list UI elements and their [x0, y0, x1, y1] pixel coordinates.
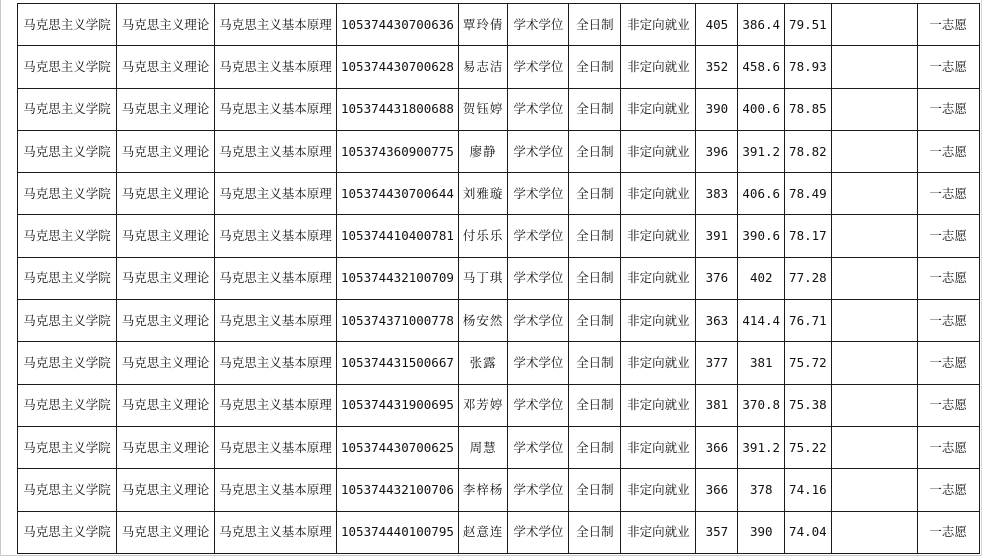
candidate-name-cell: 赵意连 [458, 511, 508, 553]
remark-cell [831, 300, 917, 342]
candidate-id-cell: 105374431900695 [337, 384, 459, 426]
college-cell: 马克思主义学院 [18, 384, 117, 426]
college-cell: 马克思主义学院 [18, 511, 117, 553]
candidate-id-cell: 105374430700636 [337, 4, 459, 46]
degree-type-cell: 学术学位 [508, 469, 569, 511]
retest-score-cell: 390.6 [738, 215, 785, 257]
college-cell: 马克思主义学院 [18, 469, 117, 511]
initial-score-cell: 366 [696, 469, 738, 511]
major-cell: 马克思主义基本原理 [215, 469, 337, 511]
total-score-cell: 75.38 [785, 384, 832, 426]
choice-cell: 一志愿 [917, 88, 979, 130]
retest-score-cell: 414.4 [738, 300, 785, 342]
choice-cell: 一志愿 [917, 4, 979, 46]
employment-type-cell: 非定向就业 [621, 426, 696, 468]
remark-cell [831, 469, 917, 511]
table-row [18, 384, 980, 426]
total-score-cell: 78.49 [785, 173, 832, 215]
degree-type-cell: 学术学位 [508, 384, 569, 426]
employment-type-cell: 非定向就业 [621, 215, 696, 257]
employment-type-cell: 非定向就业 [621, 257, 696, 299]
remark-cell [831, 46, 917, 88]
retest-score-cell: 370.8 [738, 384, 785, 426]
candidate-id-cell: 105374430700625 [337, 426, 459, 468]
degree-type-cell: 学术学位 [508, 257, 569, 299]
study-mode-cell: 全日制 [569, 88, 621, 130]
candidate-name-cell: 周慧 [458, 426, 508, 468]
table-row [18, 426, 980, 468]
retest-score-cell: 386.4 [738, 4, 785, 46]
total-score-cell: 79.51 [785, 4, 832, 46]
choice-cell: 一志愿 [917, 130, 979, 172]
college-cell: 马克思主义学院 [18, 342, 117, 384]
candidate-id-cell: 105374430700628 [337, 46, 459, 88]
department-cell: 马克思主义理论 [117, 469, 215, 511]
degree-type-cell: 学术学位 [508, 215, 569, 257]
study-mode-cell: 全日制 [569, 173, 621, 215]
retest-score-cell: 381 [738, 342, 785, 384]
candidate-id-cell: 105374360900775 [337, 130, 459, 172]
candidate-id-cell: 105374431800688 [337, 88, 459, 130]
degree-type-cell: 学术学位 [508, 88, 569, 130]
initial-score-cell: 381 [696, 384, 738, 426]
major-cell: 马克思主义基本原理 [215, 384, 337, 426]
table-body [18, 4, 980, 554]
total-score-cell: 77.28 [785, 257, 832, 299]
remark-cell [831, 4, 917, 46]
initial-score-cell: 376 [696, 257, 738, 299]
college-cell: 马克思主义学院 [18, 426, 117, 468]
remark-cell [831, 426, 917, 468]
initial-score-cell: 377 [696, 342, 738, 384]
major-cell: 马克思主义基本原理 [215, 257, 337, 299]
initial-score-cell: 396 [696, 130, 738, 172]
study-mode-cell: 全日制 [569, 257, 621, 299]
total-score-cell: 78.17 [785, 215, 832, 257]
table-row [18, 46, 980, 88]
major-cell: 马克思主义基本原理 [215, 511, 337, 553]
candidate-name-cell: 易志洁 [458, 46, 508, 88]
department-cell: 马克思主义理论 [117, 384, 215, 426]
table-row [18, 511, 980, 553]
college-cell: 马克思主义学院 [18, 4, 117, 46]
candidate-id-cell: 105374432100706 [337, 469, 459, 511]
study-mode-cell: 全日制 [569, 130, 621, 172]
remark-cell [831, 342, 917, 384]
candidate-name-cell: 张露 [458, 342, 508, 384]
initial-score-cell: 391 [696, 215, 738, 257]
table-row [18, 469, 980, 511]
employment-type-cell: 非定向就业 [621, 300, 696, 342]
employment-type-cell: 非定向就业 [621, 4, 696, 46]
initial-score-cell: 390 [696, 88, 738, 130]
degree-type-cell: 学术学位 [508, 511, 569, 553]
candidate-name-cell: 杨安然 [458, 300, 508, 342]
department-cell: 马克思主义理论 [117, 257, 215, 299]
candidate-name-cell: 刘雅璇 [458, 173, 508, 215]
total-score-cell: 78.85 [785, 88, 832, 130]
degree-type-cell: 学术学位 [508, 300, 569, 342]
employment-type-cell: 非定向就业 [621, 342, 696, 384]
total-score-cell: 75.22 [785, 426, 832, 468]
study-mode-cell: 全日制 [569, 46, 621, 88]
employment-type-cell: 非定向就业 [621, 469, 696, 511]
table-row [18, 300, 980, 342]
candidate-name-cell: 廖静 [458, 130, 508, 172]
table-row [18, 130, 980, 172]
retest-score-cell: 400.6 [738, 88, 785, 130]
major-cell: 马克思主义基本原理 [215, 426, 337, 468]
candidate-id-cell: 105374431500667 [337, 342, 459, 384]
candidate-id-cell: 105374432100709 [337, 257, 459, 299]
initial-score-cell: 363 [696, 300, 738, 342]
remark-cell [831, 384, 917, 426]
study-mode-cell: 全日制 [569, 300, 621, 342]
choice-cell: 一志愿 [917, 342, 979, 384]
table-row [18, 342, 980, 384]
retest-score-cell: 406.6 [738, 173, 785, 215]
department-cell: 马克思主义理论 [117, 130, 215, 172]
college-cell: 马克思主义学院 [18, 88, 117, 130]
candidate-name-cell: 覃玲倩 [458, 4, 508, 46]
total-score-cell: 74.16 [785, 469, 832, 511]
department-cell: 马克思主义理论 [117, 342, 215, 384]
major-cell: 马克思主义基本原理 [215, 215, 337, 257]
department-cell: 马克思主义理论 [117, 4, 215, 46]
employment-type-cell: 非定向就业 [621, 130, 696, 172]
employment-type-cell: 非定向就业 [621, 384, 696, 426]
college-cell: 马克思主义学院 [18, 257, 117, 299]
college-cell: 马克思主义学院 [18, 46, 117, 88]
college-cell: 马克思主义学院 [18, 173, 117, 215]
major-cell: 马克思主义基本原理 [215, 46, 337, 88]
candidate-name-cell: 付乐乐 [458, 215, 508, 257]
total-score-cell: 74.04 [785, 511, 832, 553]
candidate-name-cell: 马丁琪 [458, 257, 508, 299]
initial-score-cell: 357 [696, 511, 738, 553]
remark-cell [831, 511, 917, 553]
table-row [18, 4, 980, 46]
remark-cell [831, 173, 917, 215]
initial-score-cell: 366 [696, 426, 738, 468]
remark-cell [831, 88, 917, 130]
major-cell: 马克思主义基本原理 [215, 342, 337, 384]
study-mode-cell: 全日制 [569, 215, 621, 257]
total-score-cell: 78.82 [785, 130, 832, 172]
department-cell: 马克思主义理论 [117, 511, 215, 553]
degree-type-cell: 学术学位 [508, 130, 569, 172]
study-mode-cell: 全日制 [569, 511, 621, 553]
choice-cell: 一志愿 [917, 257, 979, 299]
degree-type-cell: 学术学位 [508, 4, 569, 46]
retest-score-cell: 378 [738, 469, 785, 511]
major-cell: 马克思主义基本原理 [215, 300, 337, 342]
initial-score-cell: 383 [696, 173, 738, 215]
study-mode-cell: 全日制 [569, 384, 621, 426]
department-cell: 马克思主义理论 [117, 46, 215, 88]
choice-cell: 一志愿 [917, 173, 979, 215]
choice-cell: 一志愿 [917, 215, 979, 257]
study-mode-cell: 全日制 [569, 469, 621, 511]
choice-cell: 一志愿 [917, 511, 979, 553]
candidate-id-cell: 105374410400781 [337, 215, 459, 257]
degree-type-cell: 学术学位 [508, 46, 569, 88]
candidate-id-cell: 105374440100795 [337, 511, 459, 553]
employment-type-cell: 非定向就业 [621, 173, 696, 215]
study-mode-cell: 全日制 [569, 4, 621, 46]
degree-type-cell: 学术学位 [508, 342, 569, 384]
college-cell: 马克思主义学院 [18, 215, 117, 257]
total-score-cell: 76.71 [785, 300, 832, 342]
employment-type-cell: 非定向就业 [621, 88, 696, 130]
retest-score-cell: 391.2 [738, 130, 785, 172]
initial-score-cell: 405 [696, 4, 738, 46]
retest-score-cell: 391.2 [738, 426, 785, 468]
total-score-cell: 78.93 [785, 46, 832, 88]
retest-score-cell: 458.6 [738, 46, 785, 88]
major-cell: 马克思主义基本原理 [215, 173, 337, 215]
candidate-id-cell: 105374371000778 [337, 300, 459, 342]
retest-score-cell: 402 [738, 257, 785, 299]
employment-type-cell: 非定向就业 [621, 511, 696, 553]
department-cell: 马克思主义理论 [117, 426, 215, 468]
college-cell: 马克思主义学院 [18, 300, 117, 342]
choice-cell: 一志愿 [917, 300, 979, 342]
table-row [18, 88, 980, 130]
employment-type-cell: 非定向就业 [621, 46, 696, 88]
remark-cell [831, 130, 917, 172]
study-mode-cell: 全日制 [569, 342, 621, 384]
choice-cell: 一志愿 [917, 426, 979, 468]
college-cell: 马克思主义学院 [18, 130, 117, 172]
department-cell: 马克思主义理论 [117, 215, 215, 257]
candidate-name-cell: 邓芳婷 [458, 384, 508, 426]
choice-cell: 一志愿 [917, 384, 979, 426]
department-cell: 马克思主义理论 [117, 300, 215, 342]
choice-cell: 一志愿 [917, 469, 979, 511]
candidate-name-cell: 李梓杨 [458, 469, 508, 511]
candidate-name-cell: 贺钰婷 [458, 88, 508, 130]
initial-score-cell: 352 [696, 46, 738, 88]
remark-cell [831, 215, 917, 257]
degree-type-cell: 学术学位 [508, 426, 569, 468]
total-score-cell: 75.72 [785, 342, 832, 384]
department-cell: 马克思主义理论 [117, 88, 215, 130]
admissions-table [17, 3, 980, 554]
remark-cell [831, 257, 917, 299]
choice-cell: 一志愿 [917, 46, 979, 88]
candidate-id-cell: 105374430700644 [337, 173, 459, 215]
table-row [18, 173, 980, 215]
retest-score-cell: 390 [738, 511, 785, 553]
table-row [18, 215, 980, 257]
degree-type-cell: 学术学位 [508, 173, 569, 215]
major-cell: 马克思主义基本原理 [215, 4, 337, 46]
major-cell: 马克思主义基本原理 [215, 88, 337, 130]
department-cell: 马克思主义理论 [117, 173, 215, 215]
table-row [18, 257, 980, 299]
major-cell: 马克思主义基本原理 [215, 130, 337, 172]
study-mode-cell: 全日制 [569, 426, 621, 468]
